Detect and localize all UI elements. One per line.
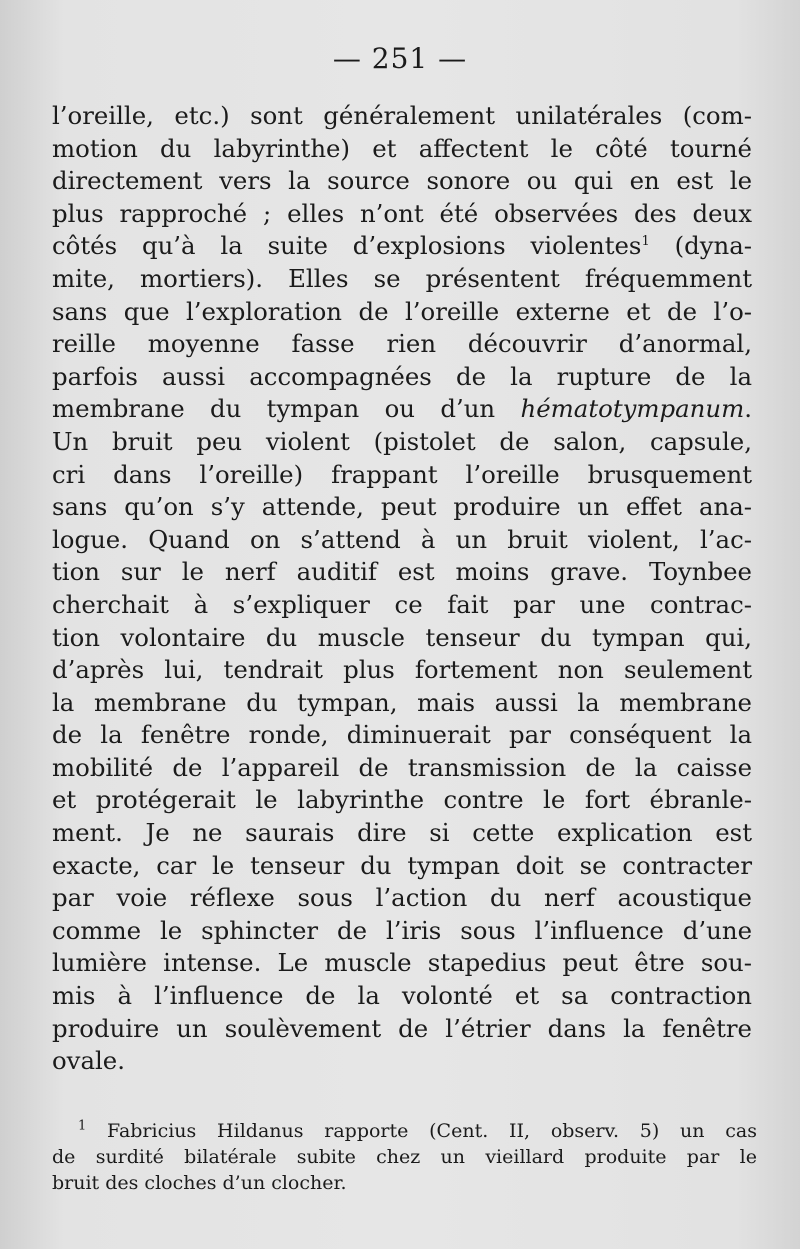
text-line: tion volontaire du muscle tenseur du tympan qui, [52, 622, 752, 652]
text-line: d’après lui, tendrait plus fortement non seulement [52, 655, 752, 685]
text-line-segment: membrane du tympan ou d’un [52, 394, 496, 424]
text-line: plus rapproché ; elles n’ont été observées des deux [52, 198, 752, 228]
text-line-segment: . [744, 394, 752, 424]
text-line: mis à l’influence de la volonté et sa contraction [52, 981, 752, 1011]
text-line: directement vers la source sonore ou qui en est le [52, 166, 752, 196]
footnote-line: bruit des cloches d’un clocher. [52, 1172, 347, 1194]
text-line: de la fenêtre ronde, diminuerait par conséquent la [52, 720, 752, 750]
text-line: tion sur le nerf auditif est moins grave. Toynbee [52, 557, 752, 587]
text-line: exacte, car le tenseur du tympan doit se contracter [52, 850, 752, 880]
text-line: la membrane du tympan, mais aussi la membrane [52, 687, 752, 717]
text-line: ment. Je ne saurais dire si cette explication est [52, 818, 752, 848]
text-line: cri dans l’oreille) frappant l’oreille brusquement [52, 459, 752, 489]
text-line: mite, mortiers). Elles se présentent fréquemment [52, 263, 752, 293]
text-line-segment: côtés qu’à la suite d’explosions violentes [52, 231, 642, 261]
text-line [52, 393, 752, 426]
italic-term: hématotympanum [520, 394, 745, 424]
footnote [52, 1118, 757, 1196]
text-line: produire un soulèvement de l’étrier dans la fenêtre [52, 1013, 752, 1043]
footnote-marker: 1 [78, 1118, 87, 1134]
text-line: par voie réflexe sous l’action du nerf acoustique [52, 883, 752, 913]
footnote-line-text: Fabricius Hildanus rapporte (Cent. II, observ. 5) un cas [107, 1120, 757, 1142]
footnote-reference: 1 [641, 234, 650, 250]
text-line-segment: (dyna- [649, 231, 752, 261]
text-line: reille moyenne fasse rien découvrir d’anormal, [52, 329, 752, 359]
text-line [52, 230, 752, 263]
text-line: logue. Quand on s’attend à un bruit violent, l’ac- [52, 524, 752, 554]
text-line: mobilité de l’appareil de transmission de la caisse [52, 752, 752, 782]
text-line: et protégerait le labyrinthe contre le fort ébranle- [52, 785, 752, 815]
text-line: sans qu’on s’y attende, peut produire un effet ana- [52, 492, 752, 522]
footnote-line: de surdité bilatérale subite chez un vieillard produite par le [52, 1146, 757, 1168]
text-line: Un bruit peu violent (pistolet de salon, capsule, [52, 426, 752, 456]
body-text [52, 100, 752, 1078]
page-number: — 251 — [332, 42, 468, 75]
footnote-line [52, 1118, 757, 1144]
text-line: l’oreille, etc.) sont généralement unilatérales (com- [52, 101, 752, 130]
text-line: parfois aussi accompagnées de la rupture de la [52, 361, 752, 391]
text-line: ovale. [52, 1046, 125, 1076]
text-line: lumière intense. Le muscle stapedius peut être sou- [52, 948, 752, 978]
text-line: sans que l’exploration de l’oreille externe et de l’o- [52, 296, 752, 326]
text-line: motion du labyrinthe) et affectent le côté tourné [52, 133, 752, 163]
text-line: comme le sphincter de l’iris sous l’influence d’une [52, 915, 752, 945]
text-line: cherchait à s’expliquer ce fait par une contrac- [52, 589, 752, 619]
